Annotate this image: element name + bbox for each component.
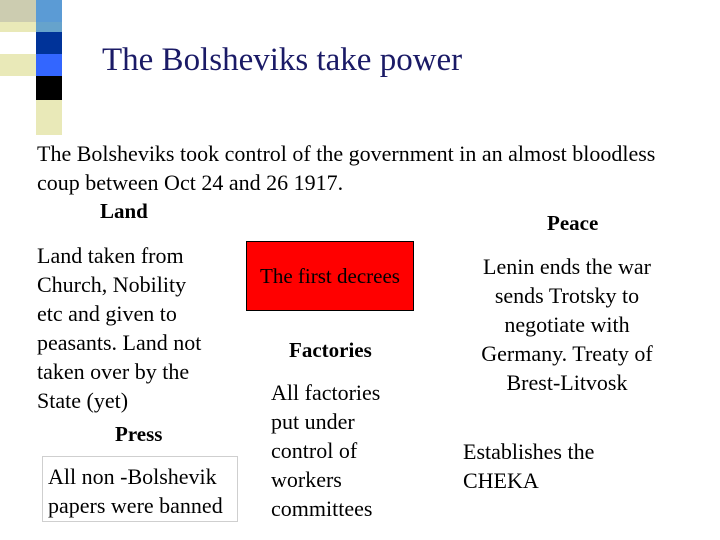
- land-text: [37, 241, 201, 415]
- factories-line: workers: [271, 467, 342, 492]
- land-heading: Land: [100, 199, 148, 223]
- factories-line: committees: [271, 496, 373, 521]
- press-text: [48, 462, 223, 520]
- factories-line: control of: [271, 438, 358, 463]
- first-decrees-label: The first decrees: [260, 263, 400, 288]
- cheka-text: [463, 437, 594, 495]
- cheka-line: Establishes the: [463, 439, 595, 464]
- peace-line: negotiate with: [504, 312, 630, 337]
- peace-heading: Peace: [547, 211, 599, 235]
- land-line: State (yet): [37, 388, 129, 413]
- peace-line: Brest-Litvosk: [506, 370, 628, 395]
- peace-text: [472, 252, 662, 397]
- land-line: peasants. Land not: [37, 330, 202, 355]
- slide-title: The Bolsheviks take power: [102, 42, 463, 78]
- cheka-line: CHEKA: [463, 468, 539, 493]
- land-line: Land taken from: [37, 243, 184, 268]
- decorative-stripe: [0, 0, 62, 135]
- press-line: All non -Bolshevik: [48, 464, 217, 489]
- factories-text: [271, 378, 380, 523]
- land-line: etc and given to: [37, 301, 177, 326]
- press-line: papers were banned: [48, 493, 223, 518]
- peace-line: Lenin ends the war: [483, 254, 651, 279]
- peace-line: sends Trotsky to: [494, 283, 640, 308]
- intro-line: coup between Oct 24 and 26 1917.: [37, 170, 344, 195]
- land-line: Church, Nobility: [37, 272, 187, 297]
- intro-line: The Bolsheviks took control of the government in an almost bloodless: [37, 141, 656, 166]
- factories-heading: Factories: [289, 338, 372, 362]
- peace-line: Germany. Treaty of: [481, 341, 653, 366]
- first-decrees-box: [246, 241, 414, 311]
- land-line: taken over by the: [37, 359, 190, 384]
- factories-line: put under: [271, 409, 355, 434]
- intro-text: [37, 139, 655, 197]
- factories-line: All factories: [271, 380, 381, 405]
- press-heading: Press: [115, 422, 163, 446]
